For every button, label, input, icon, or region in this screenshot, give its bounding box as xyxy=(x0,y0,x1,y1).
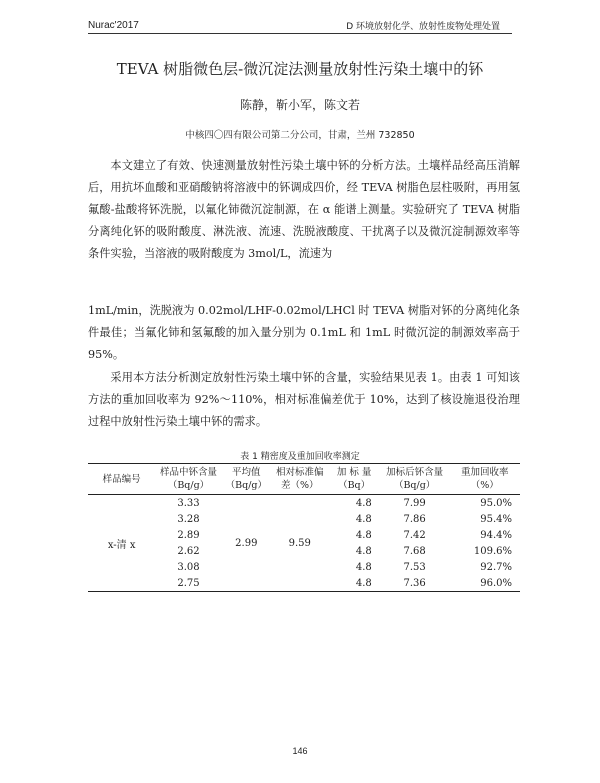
col-header-recovery: 重加回收率（%） xyxy=(460,467,509,491)
header-rule xyxy=(88,33,512,34)
results-table xyxy=(88,463,520,592)
after-cell: 7.86 xyxy=(403,513,426,525)
author-list: 陈静，靳小军，陈文若 xyxy=(239,98,360,112)
added-cell: 4.8 xyxy=(355,529,372,541)
table-row xyxy=(88,495,520,512)
mean-cell: 2.99 xyxy=(235,537,258,549)
paper-title: TEVA 树脂微色层-微沉淀法测量放射性污染土壤中的钚 xyxy=(116,60,484,78)
table-header-row xyxy=(88,464,520,495)
after-cell: 7.68 xyxy=(403,545,426,557)
added-cell: 4.8 xyxy=(355,497,372,509)
col-header-rsd: 相对标准偏差（%） xyxy=(275,467,324,491)
content-cell: 3.33 xyxy=(177,497,200,509)
col-header-mean: 平均值（Bq/g） xyxy=(225,467,267,491)
col-header-content: 样品中钚含量（Bq/g） xyxy=(159,467,217,491)
added-cell: 4.8 xyxy=(355,577,372,589)
after-cell: 7.42 xyxy=(403,529,426,541)
table-caption: 表 1 精密度及重加回收率测定 xyxy=(240,452,360,462)
rsd-cell: 9.59 xyxy=(288,537,311,549)
added-cell: 4.8 xyxy=(355,545,372,557)
recovery-cell: 94.4% xyxy=(480,529,512,541)
abstract-paragraph-2: 1mL/min，洗脱液为 0.02mol/LHF-0.02mol/LHCl 时 TEVA 树脂对钚的分离纯化条件最佳；当氟化铈和氢氟酸的加入量分别为 0.1mL 和 1mL 时微沉淀的制源效率高于 95%。 xyxy=(88,304,520,361)
recovery-cell: 92.7% xyxy=(480,561,512,573)
col-header-after: 加标后钚含量（Bq/g） xyxy=(386,467,444,491)
content-cell: 3.28 xyxy=(177,513,200,525)
sample-id-cell: x-清 x xyxy=(107,539,136,551)
recovery-cell: 95.0% xyxy=(480,497,512,509)
abstract-paragraph-3: 采用本方法分析测定放射性污染土壤中钚的含量，实验结果见表 1。由表 1 可知该方法的重加回收率为 92%～110%，相对标准偏差优于 10%，达到了核设施退役治理过程中放射性污染土壤中钚的需求。 xyxy=(88,371,520,428)
section-header: D 环境放射化学、放射性废物处理处置 xyxy=(346,22,500,32)
journal-header: Nurac'2017 xyxy=(88,20,139,31)
content-cell: 2.89 xyxy=(177,529,200,541)
recovery-cell: 95.4% xyxy=(480,513,512,525)
recovery-cell: 109.6% xyxy=(473,545,512,557)
page-number: 146 xyxy=(292,746,308,756)
added-cell: 4.8 xyxy=(355,561,372,573)
recovery-cell: 96.0% xyxy=(480,577,512,589)
added-cell: 4.8 xyxy=(355,513,372,525)
content-cell: 3.08 xyxy=(177,561,200,573)
after-cell: 7.53 xyxy=(403,561,426,573)
content-cell: 2.62 xyxy=(177,545,200,557)
affiliation: 中核四〇四有限公司第二分公司，甘肃，兰州 732850 xyxy=(185,130,415,141)
col-header-sample: 样品编号 xyxy=(102,473,141,485)
after-cell: 7.99 xyxy=(403,497,426,509)
content-cell: 2.75 xyxy=(177,577,200,589)
after-cell: 7.36 xyxy=(403,577,426,589)
col-header-added: 加 标 量（Bq） xyxy=(336,467,372,491)
abstract-paragraph-1: 本文建立了有效、快速测量放射性污染土壤中钚的分析方法。土壤样品经高压消解后，用抗坏血酸和亚硝酸钠将溶液中的钚调成四价，经 TEVA 树脂色层柱吸附，再用氢氟酸-盐酸将钚洗脱，以氟化铈微沉淀制源，在 α 能谱上测量。实验研究了 TEVA 树脂分离纯化钚的吸附酸度、淋洗液、流速、洗脱液酸度、干扰离子以及微沉淀制源效率等条件实验，当溶液的吸附酸度为 3mol/L，流速为 xyxy=(88,159,520,260)
